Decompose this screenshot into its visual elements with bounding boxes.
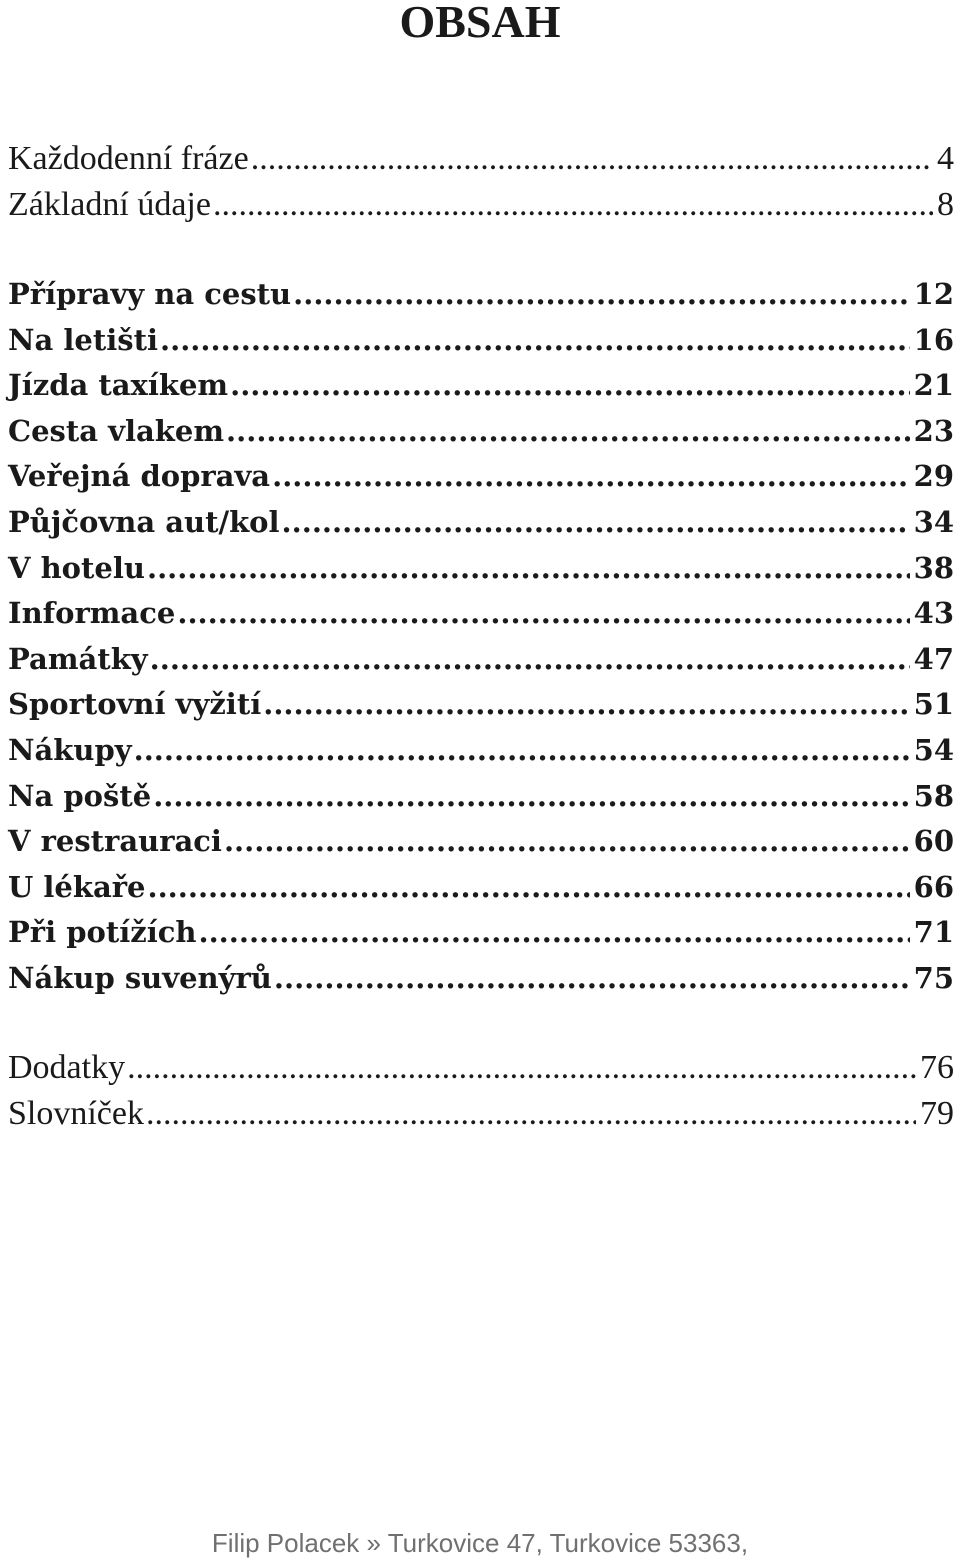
toc-entry-label: Přípravy na cestu	[8, 277, 292, 311]
toc-entry	[8, 956, 954, 1002]
toc-entry-page-number: 12	[913, 277, 954, 311]
toc-leader-dots	[274, 956, 910, 1002]
toc-leader-dots	[134, 728, 910, 774]
toc-entry	[8, 910, 954, 956]
toc-entry-page-number: 66	[913, 869, 954, 904]
toc-entry-page-number: 75	[913, 960, 954, 995]
toc-entry-label: Slovníček	[8, 1094, 144, 1132]
toc-entry-label: Na letišti	[8, 322, 159, 357]
toc-entry-label: Při potížích	[8, 915, 197, 950]
toc-entry	[8, 774, 954, 820]
toc-leader-dots	[127, 1045, 916, 1091]
toc-entry	[8, 728, 954, 774]
toc-entry	[8, 591, 954, 637]
toc-entry-label: V restrauraci	[8, 824, 222, 859]
toc-entry	[8, 136, 954, 182]
toc-leader-dots	[160, 318, 910, 364]
toc-entry-label: Jízda taxíkem	[8, 368, 229, 403]
toc-entry-page-number: 23	[913, 413, 954, 448]
toc-leader-dots	[293, 272, 910, 318]
toc-entry-page-number: 60	[913, 824, 954, 859]
toc-entry	[8, 318, 954, 364]
toc-entry-page-number: 58	[913, 778, 954, 813]
toc-leader-dots	[263, 682, 909, 728]
toc-entry-label: Půjčovna aut/kol	[8, 504, 280, 539]
toc-entry-label: V hotelu	[8, 550, 145, 585]
toc-entry-label: Každodenní fráze	[8, 140, 249, 177]
toc-entry-page-number: 38	[913, 550, 954, 585]
toc-leader-dots	[282, 500, 910, 546]
toc-group-basic	[8, 136, 954, 227]
toc-entry-label: Veřejná doprava	[8, 459, 271, 494]
page-title: OBSAH	[399, 0, 561, 47]
toc-leader-dots	[147, 546, 910, 592]
toc-entry	[8, 182, 954, 228]
toc-entry	[8, 500, 954, 546]
toc-entry-page-number: 43	[913, 596, 954, 631]
toc-entry-page-number: 8	[937, 185, 954, 223]
toc-group-appendix	[8, 1045, 954, 1136]
toc-entry-label: Nákup suvenýrů	[8, 960, 272, 995]
toc-entry-label: Památky	[8, 641, 148, 676]
toc-entry	[8, 865, 954, 911]
toc-entry	[8, 682, 954, 728]
toc-leader-dots	[198, 910, 909, 956]
toc-leader-dots	[150, 637, 910, 683]
toc-entry-label: Základní údaje	[8, 185, 211, 223]
toc-entry	[8, 272, 954, 318]
toc-entry-page-number: 16	[913, 322, 954, 357]
toc-entry-label: Cesta vlakem	[8, 413, 225, 448]
toc-entry	[8, 546, 954, 592]
toc-leader-dots	[213, 182, 933, 228]
page-footer: Filip Polacek » Turkovice 47, Turkovice 53363,	[211, 1528, 749, 1558]
toc-entry	[8, 819, 954, 865]
toc-entry-label: Dodatky	[8, 1049, 126, 1086]
toc-entry-label: Na poště	[8, 778, 152, 813]
toc-leader-dots	[177, 591, 909, 637]
toc-entry-page-number: 51	[913, 687, 954, 722]
toc-leader-dots	[147, 865, 909, 911]
toc-entry-page-number: 79	[920, 1094, 954, 1132]
toc-entry-page-number: 76	[920, 1049, 954, 1086]
toc-entry	[8, 409, 954, 455]
toc-leader-dots	[226, 409, 910, 455]
toc-entry-page-number: 4	[937, 140, 954, 177]
toc-entry	[8, 1045, 954, 1091]
toc-entry	[8, 363, 954, 409]
toc-leader-dots	[230, 363, 910, 409]
toc-entry-page-number: 71	[913, 915, 954, 950]
toc-leader-dots	[153, 774, 909, 820]
toc-entry-label: Sportovní vyžití	[8, 687, 262, 722]
toc-entry-page-number: 47	[913, 641, 954, 676]
toc-entry	[8, 1091, 954, 1137]
toc-entry-page-number: 54	[913, 732, 954, 767]
toc-entry-page-number: 21	[913, 368, 954, 403]
toc-entry-label: U lékaře	[8, 869, 146, 904]
toc-entry	[8, 454, 954, 500]
toc-entry-label: Nákupy	[8, 732, 132, 767]
toc-leader-dots	[272, 454, 910, 500]
toc-group-topics	[8, 272, 954, 1002]
toc-entry-page-number: 34	[913, 504, 954, 539]
toc-leader-dots	[224, 819, 910, 865]
toc-entry-page-number: 29	[913, 459, 954, 494]
toc-leader-dots	[146, 1091, 916, 1137]
toc-leader-dots	[251, 136, 933, 182]
toc-entry-label: Informace	[8, 596, 176, 631]
toc-entry	[8, 637, 954, 683]
